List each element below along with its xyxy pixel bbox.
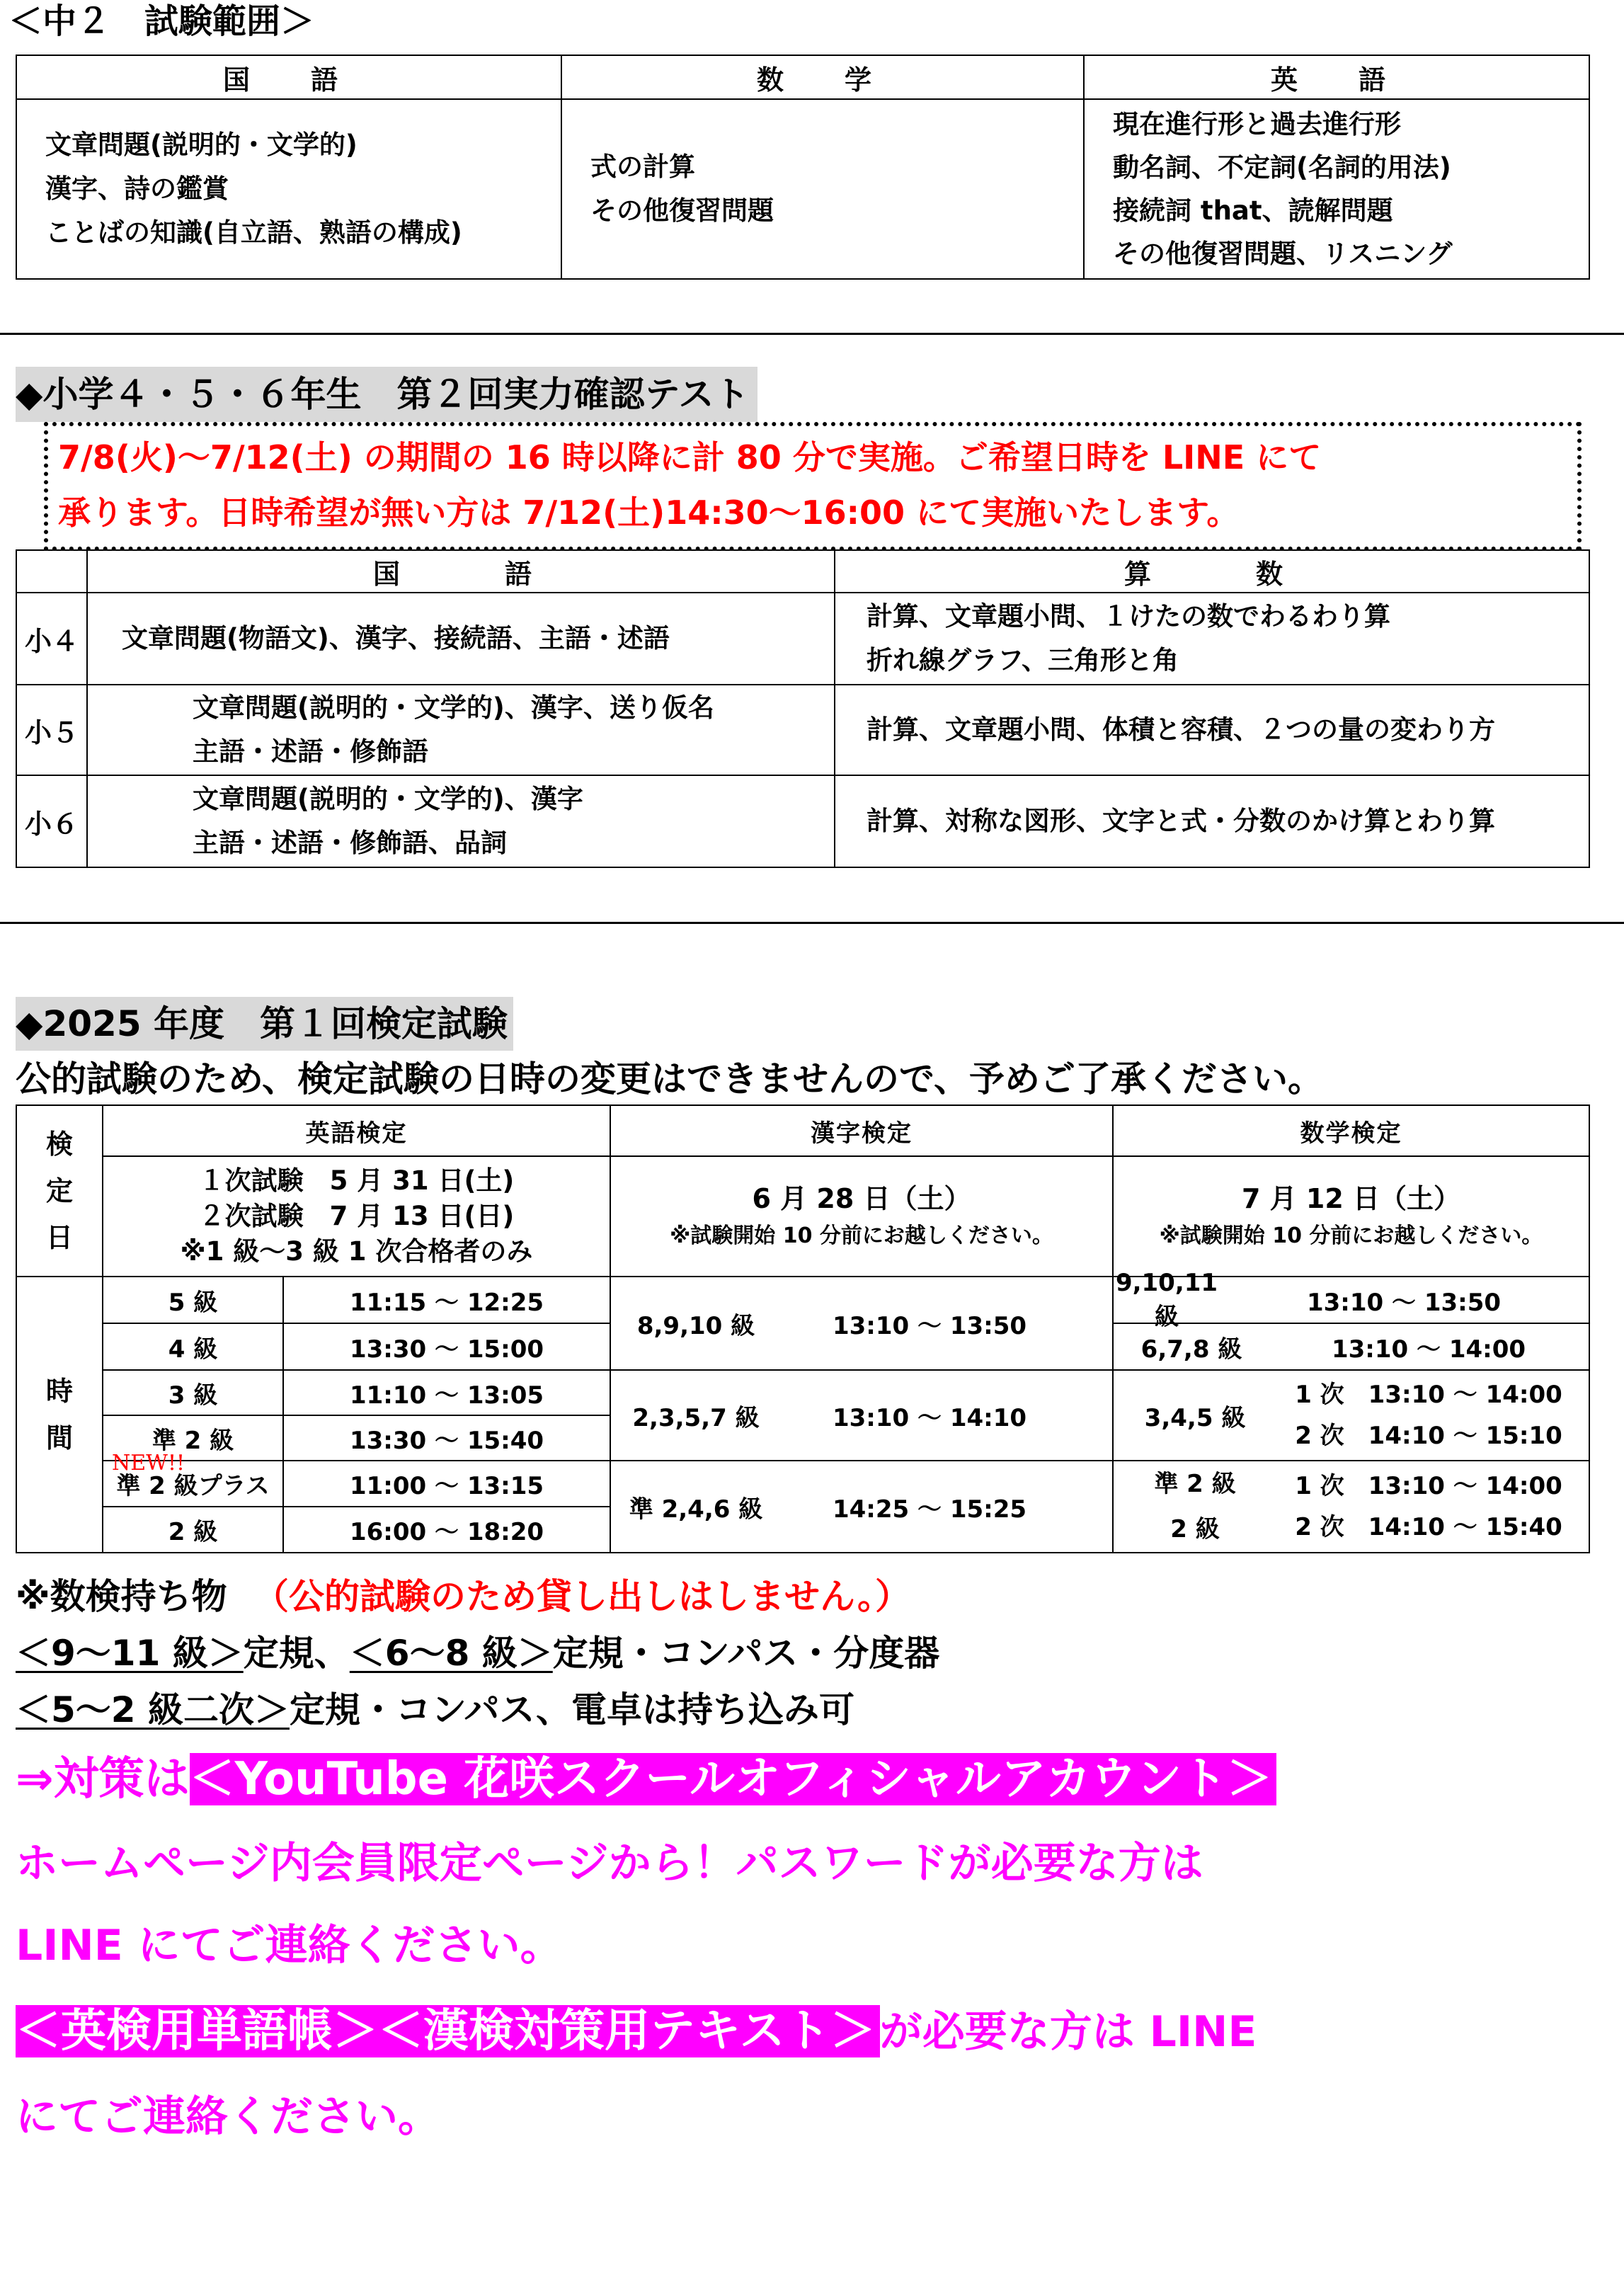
chu2-eigo-line: その他復習問題、リスニング bbox=[1113, 239, 1453, 269]
eiken-date-line: ２次試験 7 月 13 日(日) bbox=[198, 1201, 515, 1231]
kentei-date-label bbox=[16, 1105, 103, 1277]
shogaku-header-sansu: 算 数 bbox=[835, 550, 1589, 593]
suken-time-1: 1 次 13:10 ～ 14:00 bbox=[1295, 1472, 1562, 1500]
youtube-link[interactable]: ＜YouTube 花咲スクールオフィシャルアカウント＞ bbox=[190, 1753, 1276, 1805]
chu2-sugaku-cell bbox=[561, 99, 1084, 279]
chu2-kokugo-line: 漢字、詩の鑑賞 bbox=[45, 173, 229, 204]
mochimono-label: ＜6～8 級＞ bbox=[349, 1633, 553, 1674]
suken-date: 7 月 12 日（土） bbox=[1241, 1183, 1460, 1214]
shogaku-notice-line: 承ります。日時希望が無い方は 7/12(土)14:30～16:00 にて実施いたします。 bbox=[58, 493, 1240, 532]
suken-level: 2 級 bbox=[1170, 1515, 1220, 1543]
chu2-title: ＜中２ 試験範囲＞ bbox=[8, 1, 315, 41]
mochimono-title-line bbox=[16, 1573, 910, 1620]
chu2-sugaku-line: 式の計算 bbox=[590, 152, 695, 182]
kanken-note: ※試験開始 10 分前にお越しください。 bbox=[670, 1223, 1053, 1248]
kanken-row bbox=[610, 1461, 1113, 1553]
chu2-eigo-line: 現在進行形と過去進行形 bbox=[1113, 109, 1401, 139]
kanken-time: 13:10 ～ 14:10 bbox=[832, 1403, 1027, 1432]
chu2-kokugo-line: ことばの知識(自立語、熟語の構成) bbox=[45, 217, 462, 248]
chu2-sugaku-line: その他復習問題 bbox=[590, 195, 774, 226]
shogaku-sansu-cell bbox=[835, 593, 1589, 685]
kanken-level: 8,9,10 級 bbox=[636, 1311, 755, 1340]
shogaku-kokugo-line: 主語・述語・修飾語 bbox=[193, 736, 428, 767]
shogaku-kokugo-line: 文章問題(説明的・文学的)、漢字、送り仮名 bbox=[193, 692, 714, 723]
divider-2 bbox=[0, 922, 1624, 924]
header-kanken: 漢字検定 bbox=[610, 1105, 1113, 1156]
books-suffix: が必要な方は LINE bbox=[879, 2007, 1257, 2057]
eiken-time: 11:00 ～ 13:15 bbox=[283, 1461, 610, 1507]
eiken-dates bbox=[103, 1156, 610, 1277]
mochimono-line-2 bbox=[16, 1686, 854, 1733]
kanken-time: 13:10 ～ 13:50 bbox=[832, 1311, 1027, 1340]
taisaku-line-5: にてご連絡ください。 bbox=[16, 2092, 440, 2142]
kanken-date-cell bbox=[610, 1156, 1113, 1277]
kentei-time-label-text: 時間 bbox=[45, 1376, 73, 1454]
shogaku-sansu-line: 計算、文章題小問、１けたの数でわるわり算 bbox=[867, 601, 1390, 632]
shogaku-kokugo-cell bbox=[87, 593, 835, 685]
kentei-date-label-text: 検定日 bbox=[45, 1129, 73, 1253]
books-link[interactable]: ＜英検用単語帳＞＜漢検対策用テキスト＞ bbox=[16, 2005, 880, 2057]
chu2-eigo-line: 接続詞 that、読解問題 bbox=[1113, 195, 1393, 226]
mochimono-note: （公的試験のため貸し出しはしません。） bbox=[253, 1576, 911, 1617]
mochimono-text: 定規・コンパス・分度器 bbox=[552, 1633, 940, 1674]
chu2-kokugo-cell bbox=[16, 99, 561, 279]
chu2-header-sugaku: 数 学 bbox=[561, 55, 1084, 99]
kanken-level: 2,3,5,7 級 bbox=[632, 1403, 760, 1432]
suken-note: ※試験開始 10 分前にお越しください。 bbox=[1159, 1223, 1543, 1248]
eiken-time: 11:10 ～ 13:05 bbox=[283, 1370, 610, 1415]
shogaku-sansu-line: 折れ線グラフ、三角形と角 bbox=[867, 645, 1179, 675]
eiken-time: 13:30 ～ 15:00 bbox=[283, 1323, 610, 1370]
eiken-level: 3 級 bbox=[103, 1370, 283, 1415]
suken-row bbox=[1113, 1323, 1589, 1370]
shogaku-notice-box bbox=[44, 422, 1582, 551]
shogaku-grade: 小５ bbox=[16, 685, 87, 775]
eiken-time: 13:30 ～ 15:40 bbox=[283, 1415, 610, 1461]
kanken-row bbox=[610, 1277, 1113, 1370]
mochimono-text: 定規・コンパス、電卓は持ち込み可 bbox=[290, 1689, 854, 1730]
suken-row bbox=[1113, 1370, 1589, 1461]
mochimono-text: 定規、 bbox=[243, 1633, 350, 1674]
suken-time: 13:10 ～ 14:00 bbox=[1331, 1335, 1526, 1364]
taisaku-prefix: ⇒対策は bbox=[16, 1753, 190, 1805]
kentei-note: 公的試験のため、検定試験の日時の変更はできませんので、予めご了承ください。 bbox=[16, 1058, 1323, 1100]
shogaku-kokugo-cell bbox=[87, 775, 835, 867]
suken-row bbox=[1113, 1461, 1589, 1553]
taisaku-line-3: LINE にてご連絡ください。 bbox=[16, 1921, 563, 1970]
chu2-kokugo-line: 文章問題(説明的・文学的) bbox=[45, 130, 358, 160]
mochimono-label: ＜5～2 級二次＞ bbox=[16, 1689, 290, 1730]
suken-date-cell bbox=[1113, 1156, 1589, 1277]
shogaku-table bbox=[16, 549, 1590, 868]
shogaku-kokugo-line: 文章問題(説明的・文学的)、漢字 bbox=[193, 784, 583, 814]
eiken-date-line: ※1 級～3 級 1 次合格者のみ bbox=[180, 1236, 533, 1267]
header-eiken: 英語検定 bbox=[103, 1105, 610, 1156]
shogaku-grade: 小６ bbox=[16, 775, 87, 867]
suken-time-2: 2 次 14:10 ～ 15:10 bbox=[1295, 1422, 1562, 1450]
suken-time-1: 1 次 13:10 ～ 14:00 bbox=[1295, 1381, 1562, 1409]
shogaku-kokugo-line: 文章問題(物語文)、漢字、接続語、主語・述語 bbox=[122, 623, 670, 653]
suken-row bbox=[1113, 1268, 1589, 1331]
eiken-time: 16:00 ～ 18:20 bbox=[283, 1507, 610, 1553]
shogaku-kokugo-line: 主語・述語・修飾語、品詞 bbox=[193, 828, 507, 858]
chu2-header-eigo: 英 語 bbox=[1084, 55, 1589, 99]
new-badge: NEW!! bbox=[112, 1451, 185, 1475]
shogaku-sansu-cell bbox=[835, 775, 1589, 867]
eiken-level: 2 級 bbox=[103, 1507, 283, 1553]
eiken-time: 11:15 ～ 12:25 bbox=[283, 1277, 610, 1323]
taisaku-line-1 bbox=[16, 1743, 1276, 1815]
kentei-title: ◆2025 年度 第１回検定試験 bbox=[16, 997, 513, 1051]
eiken-level: 5 級 bbox=[103, 1277, 283, 1323]
shogaku-header-empty bbox=[16, 550, 87, 593]
suken-level: 9,10,11 級 bbox=[1115, 1268, 1218, 1331]
shogaku-grade: 小４ bbox=[16, 593, 87, 685]
eiken-level: 準 2 級 bbox=[103, 1415, 283, 1461]
header-suken: 数学検定 bbox=[1113, 1105, 1589, 1156]
chu2-header-kokugo: 国 語 bbox=[16, 55, 561, 99]
shogaku-header-kokugo: 国 語 bbox=[87, 550, 835, 593]
mochimono-line-1 bbox=[16, 1630, 939, 1677]
kentei-table bbox=[16, 1104, 1590, 1553]
shogaku-sansu-line: 計算、対称な図形、文字と式・分数のかけ算とわり算 bbox=[867, 806, 1495, 836]
eiken-date-line: １次試験 5 月 31 日(土) bbox=[198, 1165, 515, 1196]
taisaku-line-2: ホームページ内会員限定ページから！パスワードが必要な方は bbox=[16, 1839, 1203, 1888]
chu2-eigo-cell bbox=[1084, 99, 1589, 279]
suken-level: 3,4,5 級 bbox=[1144, 1403, 1246, 1432]
shogaku-notice-line: 7/8(火)～7/12(土) の期間の 16 時以降に計 80 分で実施。ご希望日時を LINE にて bbox=[58, 438, 1322, 476]
mochimono-label: ＜9～11 級＞ bbox=[16, 1633, 244, 1674]
chu2-eigo-line: 動名詞、不定詞(名詞的用法) bbox=[1113, 152, 1451, 183]
kanken-level: 準 2,4,6 級 bbox=[629, 1495, 763, 1524]
kentei-time-label bbox=[16, 1277, 103, 1553]
kanken-time: 14:25 ～ 15:25 bbox=[832, 1495, 1027, 1524]
kanken-date: 6 月 28 日（土） bbox=[752, 1183, 971, 1214]
shogaku-kokugo-cell bbox=[87, 685, 835, 775]
suken-level: 準 2 級 bbox=[1154, 1470, 1236, 1498]
eiken-level: 4 級 bbox=[103, 1323, 283, 1370]
suken-time: 13:10 ～ 13:50 bbox=[1306, 1288, 1502, 1317]
shogaku-sansu-cell bbox=[835, 685, 1589, 775]
shogaku-title: ◆小学４・５・６年生 第２回実力確認テスト bbox=[16, 367, 757, 422]
taisaku-line-4 bbox=[16, 1995, 1257, 2068]
divider-1 bbox=[0, 333, 1624, 335]
eiken-level: 準 2 級プラス bbox=[103, 1461, 283, 1507]
kanken-row bbox=[610, 1370, 1113, 1461]
chu2-table bbox=[16, 55, 1590, 280]
suken-time-2: 2 次 14:10 ～ 15:40 bbox=[1295, 1513, 1562, 1541]
shogaku-sansu-line: 計算、文章題小問、体積と容積、２つの量の変わり方 bbox=[867, 714, 1495, 745]
suken-level: 6,7,8 級 bbox=[1140, 1335, 1242, 1364]
mochimono-title: ※数検持ち物 bbox=[16, 1576, 227, 1617]
